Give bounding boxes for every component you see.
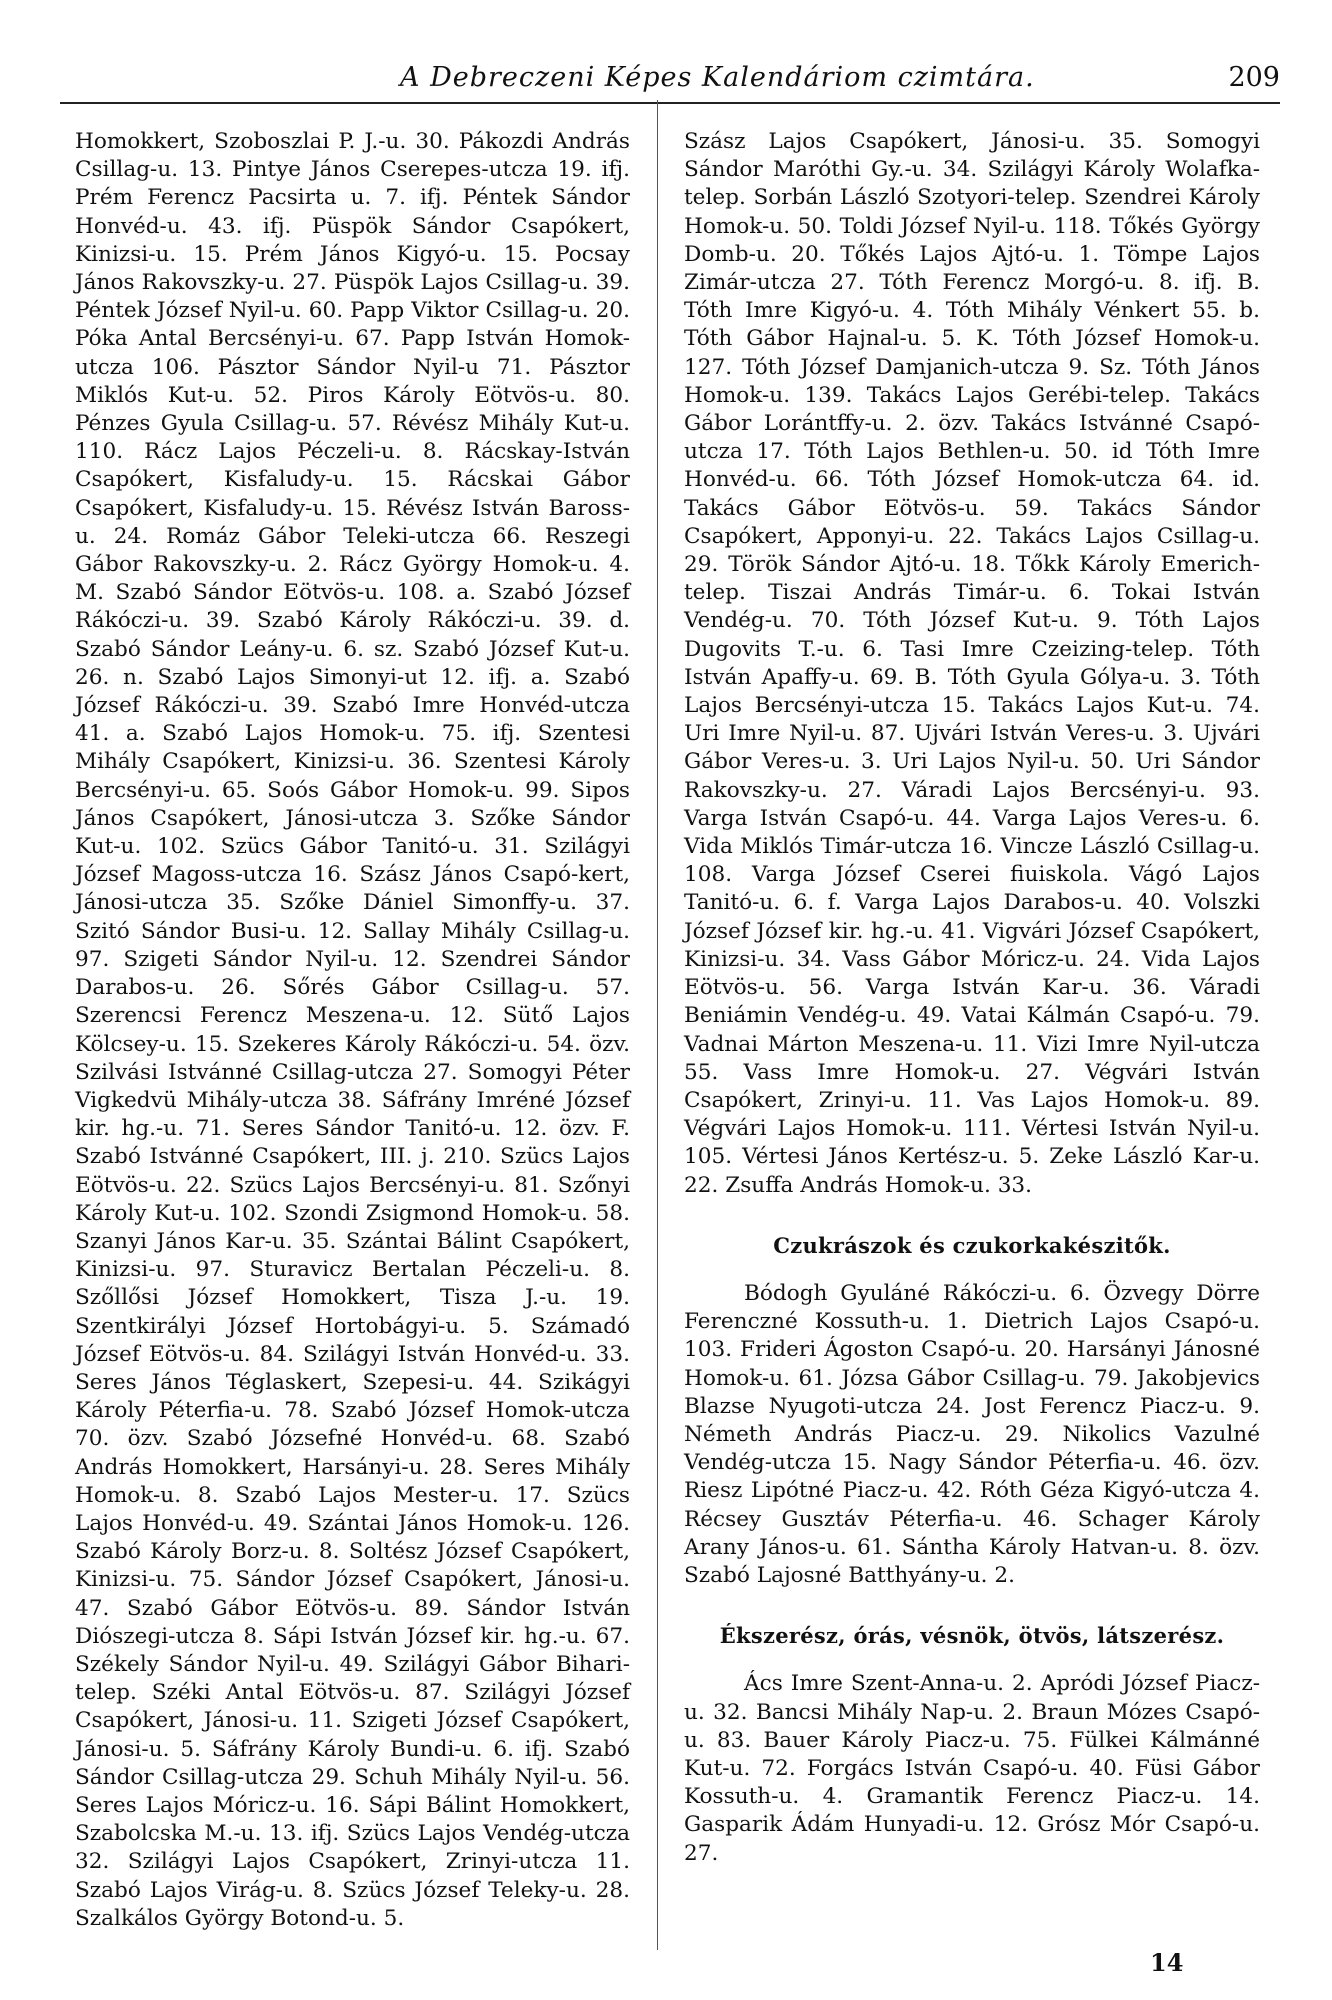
running-title: A Debreczeni Képes Kalendáriom czimtára. [400, 62, 1035, 93]
page-header [60, 62, 1280, 104]
right-column [684, 128, 1260, 1868]
page-number: 209 [1228, 62, 1280, 93]
signature-mark: 14 [1150, 1948, 1184, 1977]
section-text-jewellers: Ács Imre Szent-Anna-u. 2. Apródi József Piacz-u. 32. Bancsi Mihály Nap-u. 2. Braun Mózes Csapó-u. 83. Bauer Károly Piacz-u. 75. Fülkei Kálmánné Kut-u. 72. Forgács István Csapó-u. 40. Füsi Gábor Kossuth-u. 4. Gramantik Ferencz Piacz-u. 14. Gasparik Ádám Hunyadi-u. 12. Grósz Mór Csapó-u. 27. [684, 1671, 1260, 1866]
left-column [75, 128, 630, 1933]
section-heading-confectioners: Czukrászok és czukorkakészitők. [773, 1232, 1171, 1258]
directory-entries-text: Homokkert, Szoboszlai P. J.-u. 30. Pákozdi András Csillag-u. 13. Pintye János Cserepes-utcza 19. ifj. Prém Ferencz Pacsirta u. 7. ifj. Péntek Sándor Honvéd-u. 43. ifj. Püspök Sándor Csapókert, Kinizsi-u. 15. Prém János Kigyó-u. 15. Pocsay János Rakovszky-u. 27. Püspök Lajos Csillag-u. 39. Péntek József Nyil-u. 60. Papp Viktor Csillag-u. 20. Póka Antal Bercsényi-u. 67. Papp István Homok-utcza 106. Pásztor Sándor Nyil-u 71. Pásztor Miklós Kut-u. 52. Piros Károly Eötvös-u. 80. Pénzes Gyula Csillag-u. 57. Révész Mihály Kut-u. 110. Rácz Lajos Péczeli-u. 8. Rácskay-István Csapókert, Kisfaludy-u. 15. Rácskai Gábor Csapókert, Kisfaludy-u. 15. Révész István Baross-u. 24. Romáz Gábor Teleki-utcza 66. Reszegi Gábor Rakovszky-u. 2. Rácz György Homok-u. 4. M. Szabó Sándor Eötvös-u. 108. a. Szabó József Rákóczi-u. 39. Szabó Károly Rákóczi-u. 39. d. Szabó Sándor Leány-u. 6. sz. Szabó József Kut-u. 26. n. Szabó Lajos Simonyi-ut 12. ifj. a. Szabó József Rákóczi-u. 39. Szabó Imre Honvéd-utcza 41. a. Szabó Lajos Homok-u. 75. ifj. Szentesi Mihály Csapókert, Kinizsi-u. 36. Szentesi Károly Bercsényi-u. 65. Soós Gábor Homok-u. 99. Sipos János Csapókert, Jánosi-utcza 3. Szőke Sándor Kut-u. 102. Szücs Gábor Tanitó-u. 31. Szilágyi József Magoss-utcza 16. Szász János Csapó-kert, Jánosi-utcza 35. Szőke Dániel Simonffy-u. 37. Szitó Sándor Busi-u. 12. Sallay Mihály Csillag-u. 97. Szigeti Sándor Nyil-u. 12. Szendrei Sándor Darabos-u. 26. Sőrés Gábor Csillag-u. 57. Szerencsi Ferencz Meszena-u. 12. Sütő Lajos Kölcsey-u. 15. Szekeres Károly Rákóczi-u. 54. özv. Szilvási Istvánné Csillag-utcza 27. Somogyi Péter Vigkedvü Mihály-utcza 38. Sáfrány Imréné József kir. hg.-u. 71. Seres Sándor Tanitó-u. 12. özv. F. Szabó Istvánné Csapókert, III. j. 210. Szücs Lajos Eötvös-u. 22. Szücs Lajos Bercsényi-u. 81. Szőnyi Károly Kut-u. 102. Szondi Zsigmond Homok-u. 58. Szanyi János Kar-u. 35. Szántai Bálint Csapókert, Kinizsi-u. 97. Sturavicz Bertalan Péczeli-u. 8. Szőllősi József Homokkert, Tisza J.-u. 19. Szentkirályi József Hortobágyi-u. 5. Számadó József Eötvös-u. 84. Szilágyi István Honvéd-u. 33. Seres János Téglaskert, Szepesi-u. 44. Szikágyi Károly Péterfia-u. 78. Szabó József Homok-utcza 70. özv. Szabó Józsefné Honvéd-u. 68. Szabó András Homokkert, Harsányi-u. 28. Seres Mihály Homok-u. 8. Szabó Lajos Mester-u. 17. Szücs Lajos Honvéd-u. 49. Szántai János Homok-u. 126. Szabó Károly Borz-u. 8. Soltész József Csapókert, Kinizsi-u. 75. Sándor József Csapókert, Jánosi-u. 47. Szabó Gábor Eötvös-u. 89. Sándor István Diószegi-utcza 8. Sápi István József kir. hg.-u. 67. Székely Sándor Nyil-u. 49. Szilágyi Gábor Bihari-telep. Széki Antal Eötvös-u. 87. Szilágyi József Csapókert, Jánosi-u. 11. Szigeti József Csapókert, Jánosi-u. 5. Sáfrány Károly Bundi-u. 6. ifj. Szabó Sándor Csillag-utcza 29. Schuh Mihály Nyil-u. 56. Seres Lajos Móricz-u. 16. Sápi Bálint Homokkert, Szabolcska M.-u. 13. ifj. Szücs Lajos Vendég-utcza 32. Szilágyi Lajos Csapókert, Zrinyi-utcza 11. Szabó Lajos Virág-u. 8. Szücs József Teleky-u. 28. Szalkálos György Botond-u. 5. [75, 129, 630, 1931]
section-heading-jewellers: Ékszerész, órás, vésnök, ötvös, látszerész. [719, 1623, 1225, 1649]
column-divider [657, 100, 658, 1950]
directory-entries-text: Szász Lajos Csapókert, Jánosi-u. 35. Somogyi Sándor Maróthi Gy.-u. 34. Szilágyi Károly Wolafka-telep. Sorbán László Szotyori-telep. Szendrei Károly Homok-u. 50. Toldi József Nyil-u. 118. Tőkés György Domb-u. 20. Tőkés Lajos Ajtó-u. 1. Tömpe Lajos Zimár-utcza 27. Tóth Ferencz Morgó-u. 8. ifj. B. Tóth Imre Kigyó-u. 4. Tóth Mihály Vénkert 55. b. Tóth Gábor Hajnal-u. 5. K. Tóth József Homok-u. 127. Tóth József Damjanich-utcza 9. Sz. Tóth János Homok-u. 139. Takács Lajos Gerébi-telep. Takács Gábor Lorántffy-u. 2. özv. Takács Istvánné Csapó-utcza 17. Tóth Lajos Bethlen-u. 50. id Tóth Imre Honvéd-u. 66. Tóth József Homok-utcza 64. id. Takács Gábor Eötvös-u. 59. Takács Sándor Csapókert, Apponyi-u. 22. Takács Lajos Csillag-u. 29. Török Sándor Ajtó-u. 18. Tőkk Károly Emerich-telep. Tiszai András Timár-u. 6. Tokai István Vendég-u. 70. Tóth József Kut-u. 9. Tóth Lajos Dugovits T.-u. 6. Tasi Imre Czeizing-telep. Tóth István Apaffy-u. 69. B. Tóth Gyula Gólya-u. 3. Tóth Lajos Bercsényi-utcza 15. Takács Lajos Kut-u. 74. Uri Imre Nyil-u. 87. Ujvári István Veres-u. 3. Ujvári Gábor Veres-u. 3. Uri Lajos Nyil-u. 50. Uri Sándor Rakovszky-u. 27. Váradi Lajos Bercsényi-u. 93. Varga István Csapó-u. 44. Varga Lajos Veres-u. 6. Vida Miklós Timár-utcza 16. Vincze László Csillag-u. 108. Varga József Cserei fiuiskola. Vágó Lajos Tanitó-u. 6. f. Varga Lajos Darabos-u. 40. Volszki József József kir. hg.-u. 41. Vigvári József Csapókert, Kinizsi-u. 34. Vass Gábor Móricz-u. 24. Vida Lajos Eötvös-u. 56. Varga István Kar-u. 36. Váradi Beniámin Vendég-u. 49. Vatai Kálmán Csapó-u. 79. Vadnai Márton Meszena-u. 11. Vizi Imre Nyil-utcza 55. Vass Imre Homok-u. 27. Végvári István Csapókert, Zrinyi-u. 11. Vas Lajos Homok-u. 89. Végvári Lajos Homok-u. 111. Vértesi István Nyil-u. 105. Vértesi János Kertész-u. 5. Zeke László Kar-u. 22. Zsuffa András Homok-u. 33. [684, 129, 1260, 1198]
section-text-confectioners: Bódogh Gyuláné Rákóczi-u. 6. Özvegy Dörre Ferenczné Kossuth-u. 1. Dietrich Lajos Csapó-u. 103. Frideri Ágoston Csapó-u. 20. Harsányi Jánosné Homok-u. 61. Józsa Gábor Csillag-u. 79. Jakobjevics Blazse Nyugoti-utcza 24. Jost Ferencz Piacz-u. 9. Németh András Piacz-u. 29. Nikolics Vazulné Vendég-utcza 15. Nagy Sándor Péterfia-u. 46. özv. Riesz Lipótné Piacz-u. 42. Róth Géza Kigyó-utcza 4. Récsey Gusztáv Péterfia-u. 46. Schager Károly Arany János-u. 61. Sántha Károly Hatvan-u. 8. özv. Szabó Lajosné Batthyány-u. 2. [684, 1280, 1260, 1588]
